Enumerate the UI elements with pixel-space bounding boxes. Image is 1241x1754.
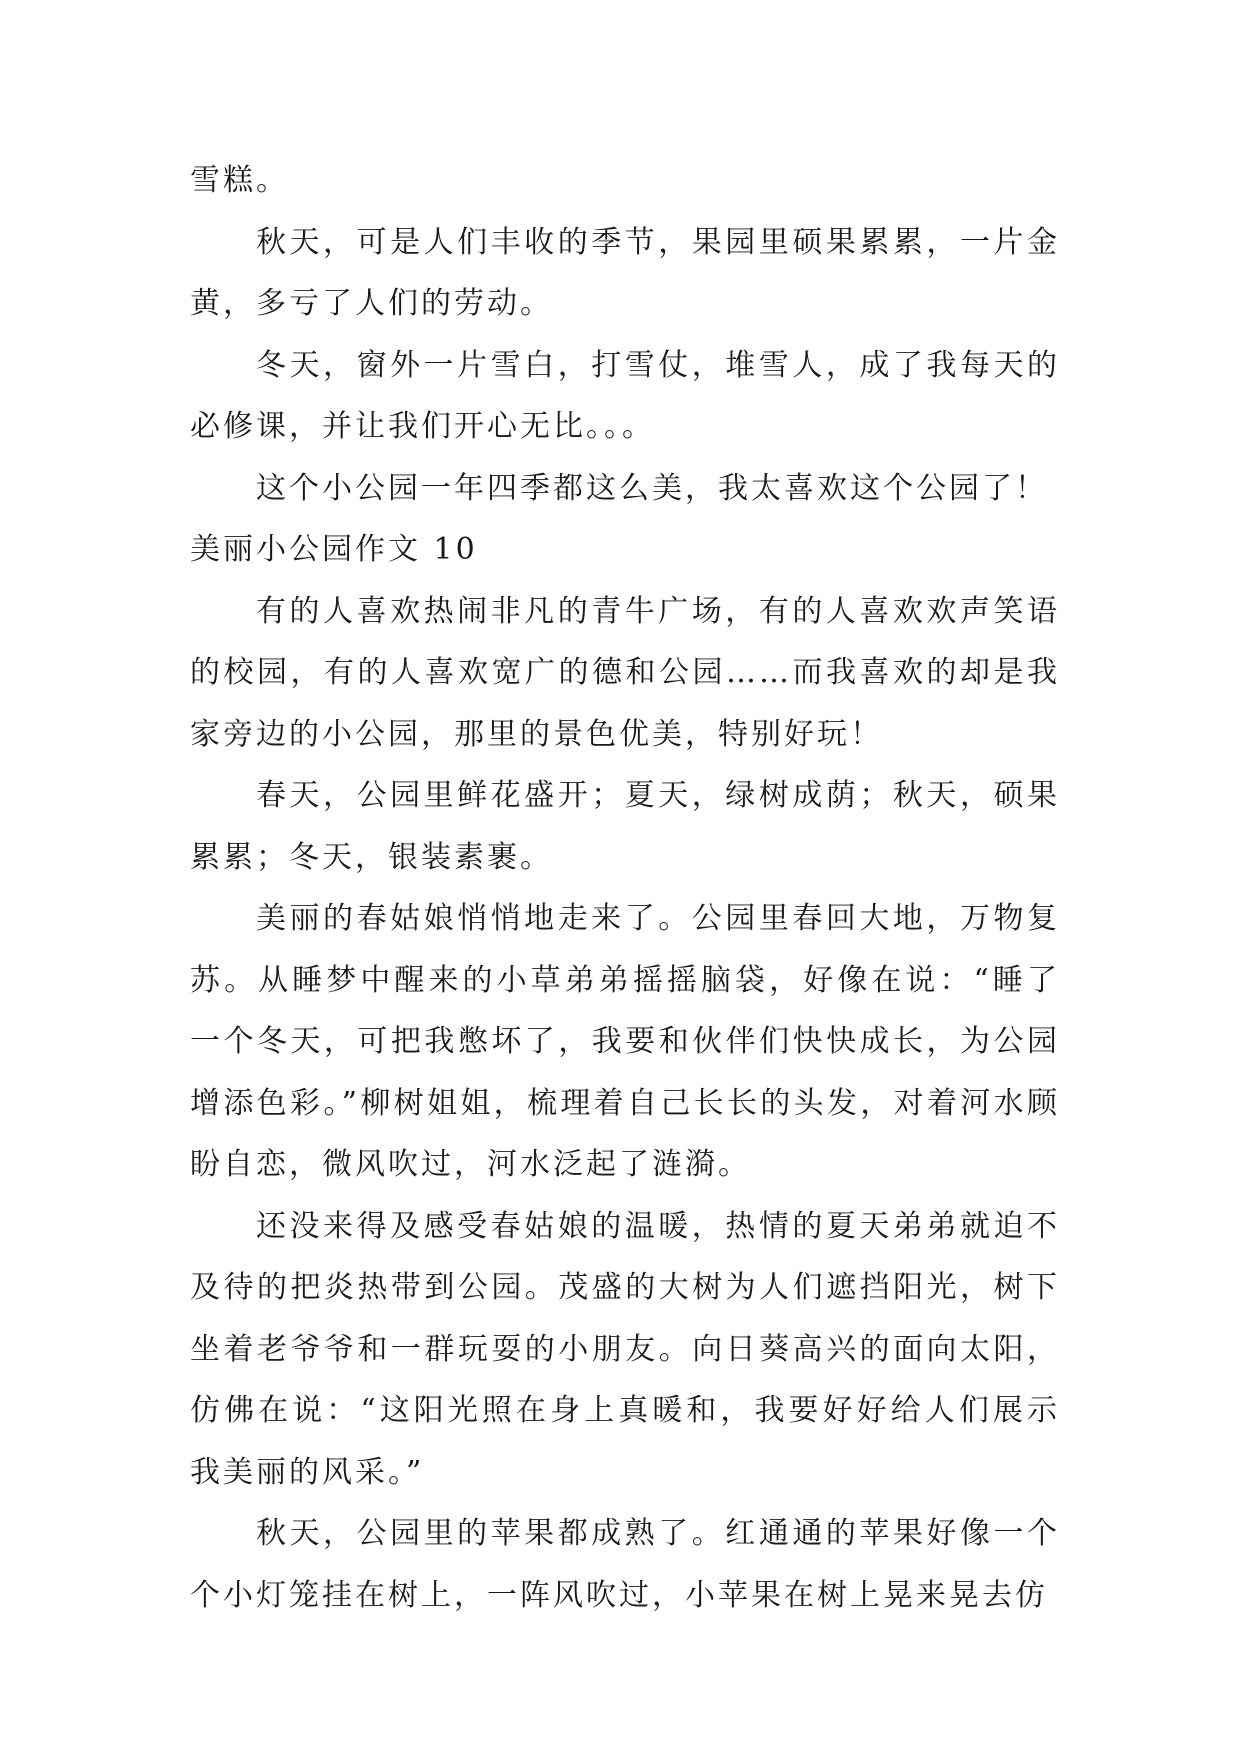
paragraph: 雪糕。 bbox=[190, 163, 289, 198]
paragraph: 冬天，窗外一片雪白，打雪仗，堆雪人，成了我每天的必修课，并让我们开心无比。。。 bbox=[190, 347, 1060, 444]
paragraph: 美丽的春姑娘悄悄地走来了。公园里春回大地，万物复苏。从睡梦中醒来的小草弟弟摇摇脑袋，好像在说：“睡了一个冬天，可把我憋坏了，我要和伙伴们快快成长，为公园增添色彩。”柳树姐姐，梳理着自己长长的头发，对着河水顾盼自恋，微风吹过，河水泛起了涟漪。 bbox=[190, 901, 1060, 1182]
paragraph: 这个小公园一年四季都这么美，我太喜欢这个公园了！ bbox=[256, 470, 1048, 506]
paragraph: 有的人喜欢热闹非凡的青牛广场，有的人喜欢欢声笑语的校园，有的人喜欢宽广的德和公园……而我喜欢的却是我家旁边的小公园，那里的景色优美，特别好玩！ bbox=[190, 593, 1060, 752]
paragraph: 春天，公园里鲜花盛开；夏天，绿树成荫；秋天，硕果累累；冬天，银装素裹。 bbox=[190, 778, 1060, 875]
paragraph: 还没来得及感受春姑娘的温暖，热情的夏天弟弟就迫不及待的把炎热带到公园。茂盛的大树为人们遮挡阳光，树下坐着老爷爷和一群玩耍的小朋友。向日葵高兴的面向太阳，仿佛在说：“这阳光照在身上真暖和，我要好好给人们展示我美丽的风采。” bbox=[190, 1208, 1060, 1490]
paragraph: 秋天，公园里的苹果都成熟了。红通通的苹果好像一个个小灯笼挂在树上，一阵风吹过，小苹果在树上晃来晃去仿 bbox=[190, 1516, 1060, 1613]
essay-text bbox=[190, 150, 1060, 1626]
paragraph: 秋天，可是人们丰收的季节，果园里硕果累累，一片金黄，多亏了人们的劳动。 bbox=[190, 224, 1060, 321]
essay-title: 美丽小公园作文 10 bbox=[190, 532, 478, 567]
